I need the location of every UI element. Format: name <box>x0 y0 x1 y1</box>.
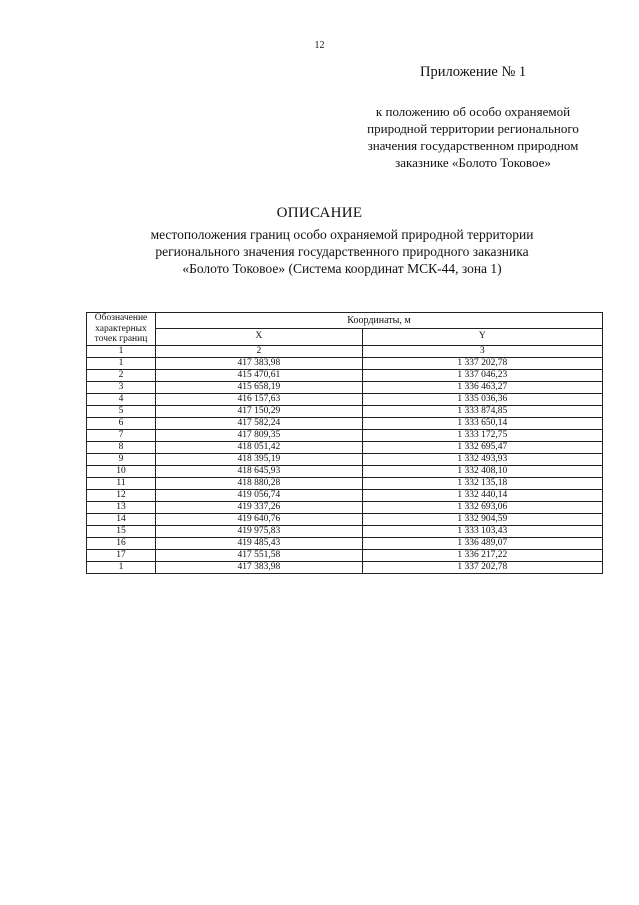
table-row <box>87 357 603 369</box>
table-row <box>87 477 603 489</box>
cell-y: 1 332 493,93 <box>362 453 602 465</box>
table-row <box>87 369 603 381</box>
header-point-designation: Обозначение характерных точек границ <box>87 313 156 346</box>
cell-x: 417 383,98 <box>156 561 363 573</box>
cell-x: 419 337,26 <box>156 501 363 513</box>
table-row <box>87 537 603 549</box>
cell-x: 417 582,24 <box>156 417 363 429</box>
cell-x: 419 485,43 <box>156 537 363 549</box>
table-header-axes-row <box>87 329 603 345</box>
appendix-subtitle <box>340 103 606 171</box>
cell-x: 418 880,28 <box>156 477 363 489</box>
appendix-subtitle-line: заказнике «Болото Токовое» <box>395 155 551 170</box>
header-coordinates: Координаты, м <box>156 313 603 329</box>
table-row <box>87 513 603 525</box>
cell-y: 1 336 463,27 <box>362 381 602 393</box>
cell-point: 3 <box>87 381 156 393</box>
cell-y: 1 337 046,23 <box>362 369 602 381</box>
description-line: местоположения границ особо охраняемой природной территории <box>150 227 534 242</box>
table-row <box>87 417 603 429</box>
page-number: 12 <box>314 40 325 51</box>
cell-x: 418 645,93 <box>156 465 363 477</box>
cell-y: 1 333 103,43 <box>362 525 602 537</box>
cell-point: 1 <box>87 561 156 573</box>
table-row <box>87 393 603 405</box>
cell-point: 14 <box>87 513 156 525</box>
coordinates-table <box>86 312 603 574</box>
cell-y: 1 333 172,75 <box>362 429 602 441</box>
cell-y: 1 332 135,18 <box>362 477 602 489</box>
cell-point: 13 <box>87 501 156 513</box>
table-row <box>87 489 603 501</box>
cell-point: 17 <box>87 549 156 561</box>
cell-y: 1 332 440,14 <box>362 489 602 501</box>
cell-point: 12 <box>87 489 156 501</box>
cell-point: 5 <box>87 405 156 417</box>
appendix-subtitle-line: природной территории регионального <box>367 121 579 136</box>
cell-point: 7 <box>87 429 156 441</box>
cell-y: 1 332 695,47 <box>362 441 602 453</box>
cell-point: 16 <box>87 537 156 549</box>
cell-point: 6 <box>87 417 156 429</box>
cell-point: 2 <box>87 369 156 381</box>
table-row <box>87 381 603 393</box>
column-number: 3 <box>362 345 602 357</box>
description-line: «Болото Токовое» (Система координат МСК-44, зона 1) <box>182 261 502 276</box>
cell-point: 11 <box>87 477 156 489</box>
cell-x: 415 658,19 <box>156 381 363 393</box>
column-number: 1 <box>87 345 156 357</box>
cell-point: 8 <box>87 441 156 453</box>
table-row <box>87 501 603 513</box>
table-row <box>87 405 603 417</box>
cell-x: 419 640,76 <box>156 513 363 525</box>
table-header-row <box>87 313 603 329</box>
cell-y: 1 333 650,14 <box>362 417 602 429</box>
column-number: 2 <box>156 345 363 357</box>
cell-point: 15 <box>87 525 156 537</box>
cell-y: 1 335 036,36 <box>362 393 602 405</box>
description-body <box>0 226 639 277</box>
description-line: регионального значения государственного природного заказника <box>155 244 529 259</box>
cell-x: 415 470,61 <box>156 369 363 381</box>
cell-y: 1 337 202,78 <box>362 561 602 573</box>
cell-x: 418 051,42 <box>156 441 363 453</box>
cell-y: 1 337 202,78 <box>362 357 602 369</box>
cell-x: 417 150,29 <box>156 405 363 417</box>
appendix-subtitle-line: значения государственном природном <box>367 138 579 153</box>
table-row <box>87 441 603 453</box>
table-row <box>87 465 603 477</box>
cell-y: 1 333 874,85 <box>362 405 602 417</box>
cell-point: 1 <box>87 357 156 369</box>
table-row <box>87 429 603 441</box>
cell-x: 419 975,83 <box>156 525 363 537</box>
cell-x: 418 395,19 <box>156 453 363 465</box>
appendix-subtitle-line: к положению об особо охраняемой <box>375 104 571 119</box>
header-y: Y <box>362 329 602 345</box>
header-x: X <box>156 329 363 345</box>
cell-x: 416 157,63 <box>156 393 363 405</box>
table-row <box>87 525 603 537</box>
cell-x: 417 383,98 <box>156 357 363 369</box>
table-row <box>87 549 603 561</box>
cell-x: 419 056,74 <box>156 489 363 501</box>
cell-y: 1 332 408,10 <box>362 465 602 477</box>
cell-y: 1 332 693,06 <box>362 501 602 513</box>
table-column-number-row <box>87 345 603 357</box>
cell-y: 1 336 217,22 <box>362 549 602 561</box>
table-row <box>87 453 603 465</box>
description-heading: ОПИСАНИЕ <box>276 205 363 221</box>
cell-point: 4 <box>87 393 156 405</box>
cell-point: 9 <box>87 453 156 465</box>
cell-x: 417 551,58 <box>156 549 363 561</box>
cell-y: 1 336 489,07 <box>362 537 602 549</box>
cell-point: 10 <box>87 465 156 477</box>
cell-y: 1 332 904,59 <box>362 513 602 525</box>
cell-x: 417 809,35 <box>156 429 363 441</box>
table-row <box>87 561 603 573</box>
appendix-title: Приложение № 1 <box>420 64 527 80</box>
